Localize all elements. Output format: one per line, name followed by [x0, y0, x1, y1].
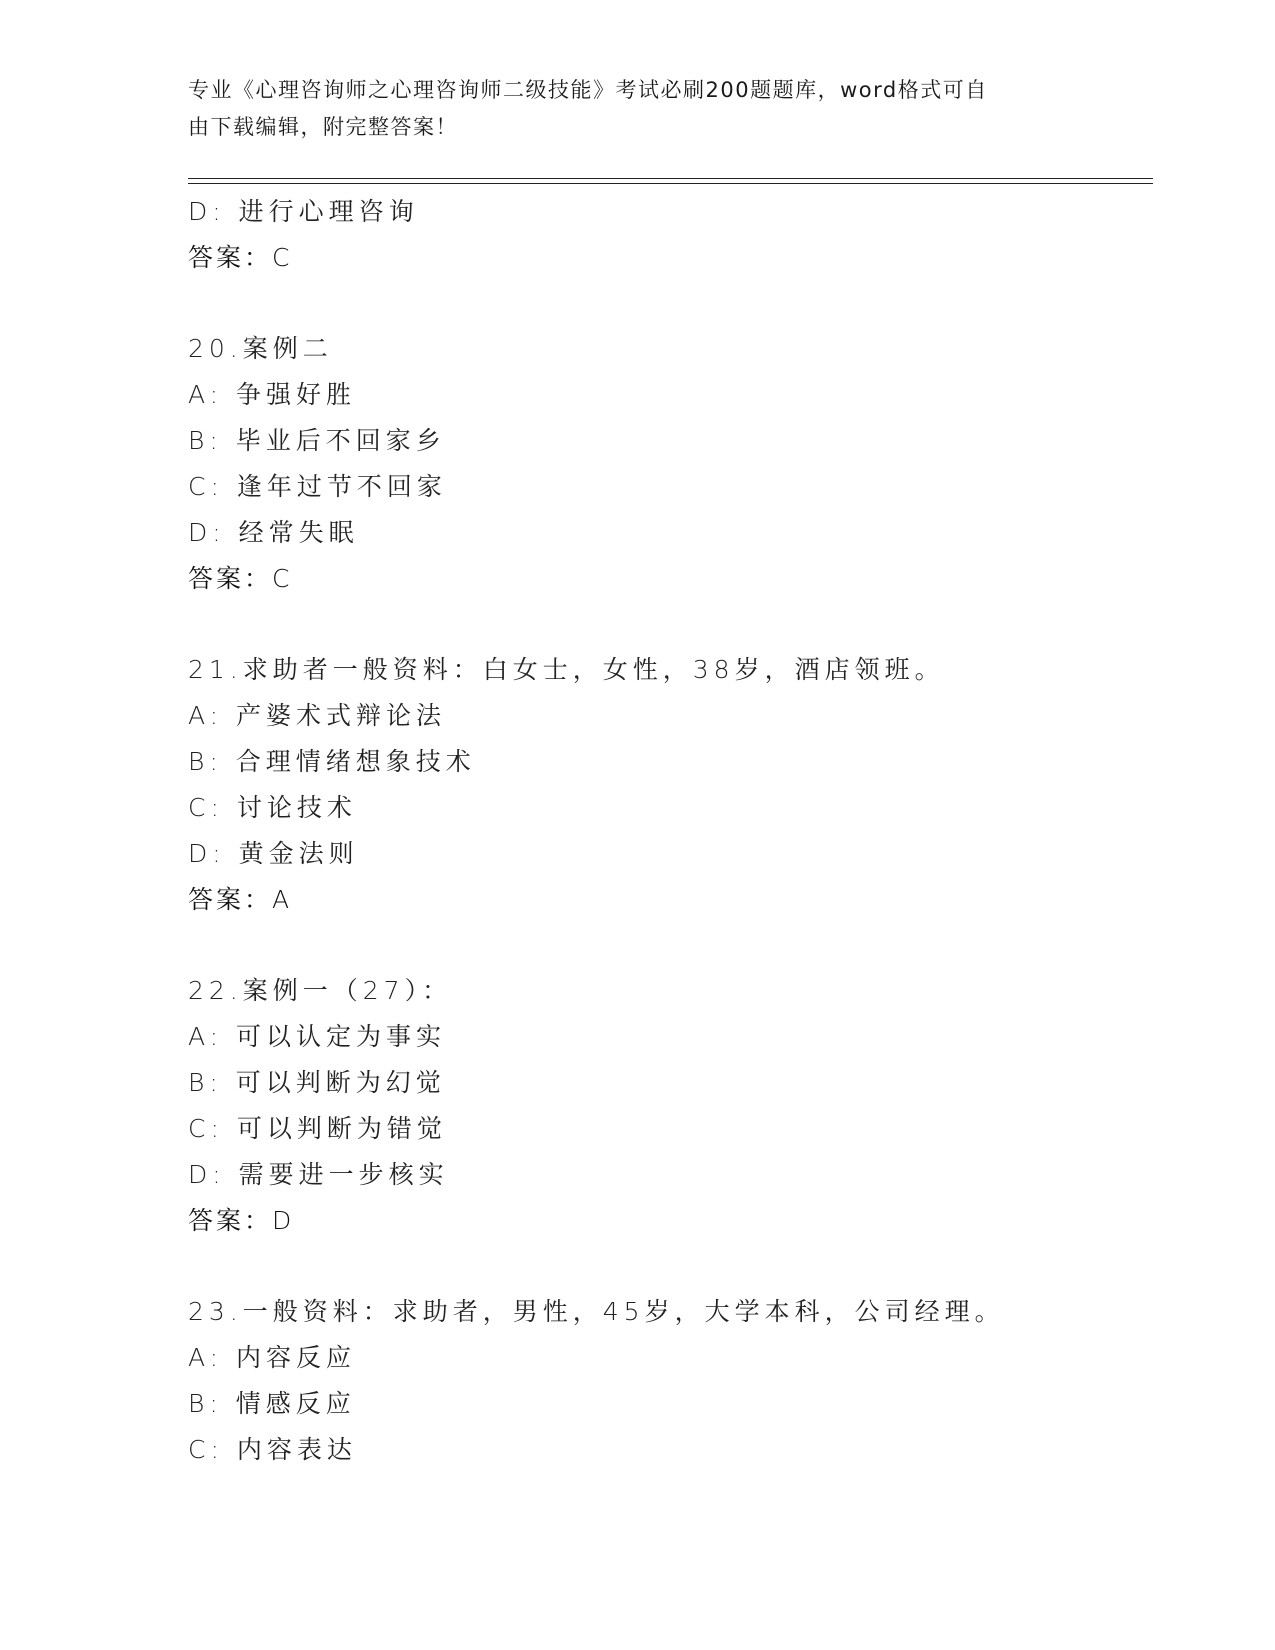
header-divider-bottom: [188, 183, 1153, 184]
question-title: 23.一般资料：求助者，男性，45岁，大学本科，公司经理。: [188, 1297, 1005, 1326]
option-b: B: 可以判断为幻觉: [188, 1068, 446, 1097]
option-d: D: 经常失眠: [188, 518, 359, 547]
previous-question-tail: [188, 189, 1153, 281]
spacer: [188, 602, 1153, 647]
document-header: [188, 72, 1068, 146]
question-22: [188, 968, 1153, 1244]
option-b: B: 毕业后不回家乡: [188, 426, 446, 455]
header-line-2: 由下载编辑，附完整答案！: [188, 115, 458, 139]
spacer: [188, 923, 1153, 968]
option-b: B: 合理情绪想象技术: [188, 747, 476, 776]
option-c: C: 可以判断为错觉: [188, 1114, 447, 1143]
question-title: 21.求助者一般资料：白女士，女性，38岁，酒店领班。: [188, 655, 945, 684]
option-a: A: 产婆术式辩论法: [188, 701, 447, 730]
spacer: [188, 1244, 1153, 1289]
option-c: C: 内容表达: [188, 1435, 357, 1464]
question-list: [188, 189, 1153, 1473]
answer-line: 答案：D: [188, 1206, 295, 1235]
option-a: A: 争强好胜: [188, 380, 357, 409]
question-title: 22.案例一（27）：: [188, 976, 453, 1005]
option-c: C: 逢年过节不回家: [188, 472, 447, 501]
header-line-1: 专业《心理咨询师之心理咨询师二级技能》考试必刷200题题库，word格式可自: [188, 78, 988, 102]
option-d: D: 进行心理咨询: [188, 197, 419, 226]
question-21: [188, 647, 1153, 923]
option-a: A: 内容反应: [188, 1343, 357, 1372]
answer-line: 答案：C: [188, 243, 293, 272]
spacer: [188, 281, 1153, 326]
question-title: 20.案例二: [188, 334, 333, 363]
option-d: D: 黄金法则: [188, 839, 359, 868]
option-a: A: 可以认定为事实: [188, 1022, 447, 1051]
option-b: B: 情感反应: [188, 1389, 356, 1418]
question-23: [188, 1289, 1153, 1473]
option-d: D: 需要进一步核实: [188, 1160, 449, 1189]
answer-line: 答案：A: [188, 885, 293, 914]
option-c: C: 讨论技术: [188, 793, 357, 822]
header-divider-top: [188, 178, 1153, 179]
question-20: [188, 326, 1153, 602]
answer-line: 答案：C: [188, 564, 293, 593]
